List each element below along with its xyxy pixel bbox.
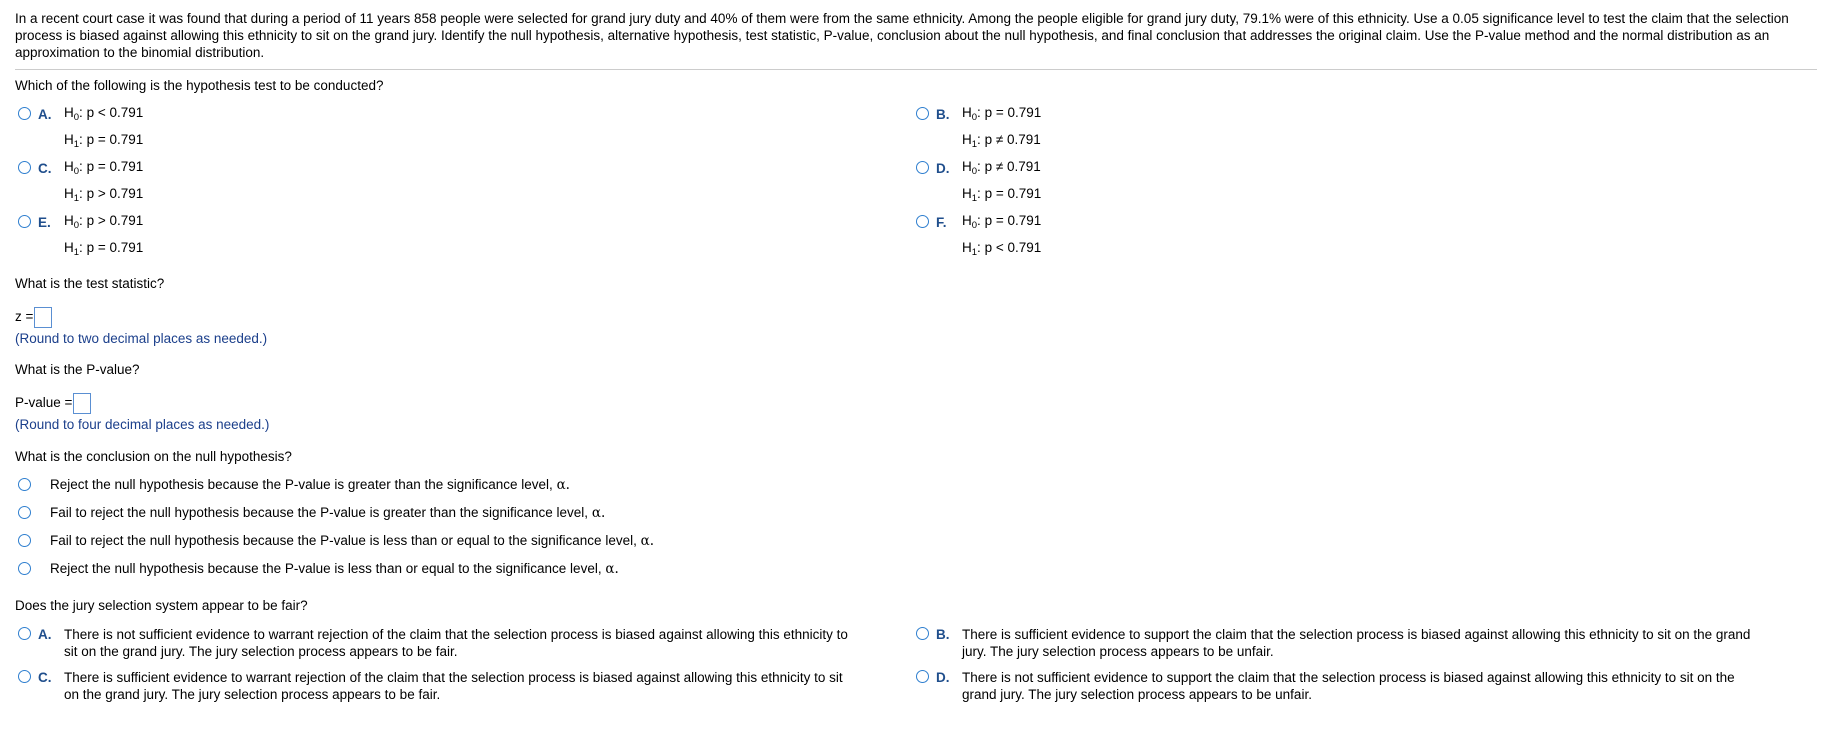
- q1-b-h1: p ≠ 0.791: [984, 132, 1041, 147]
- q2-prompt: What is the test statistic?: [15, 276, 165, 291]
- q1-option-d-hypotheses[interactable]: $H_0$: p ≠ 0.791 $H_1$: p = 0.791: [962, 159, 1042, 204]
- q1-a-h0: p < 0.791: [86, 105, 144, 120]
- q3-prompt: What is the P-value?: [15, 362, 140, 377]
- q1-a-h1: p = 0.791: [86, 132, 144, 147]
- q1-e-h1: p = 0.791: [86, 240, 144, 255]
- q1-option-e-hypotheses[interactable]: $H_0$: p > 0.791 $H_1$: p = 0.791: [64, 213, 144, 258]
- z-row: [15, 307, 52, 328]
- q5-radio-b[interactable]: [916, 627, 929, 640]
- pvalue-answer-input[interactable]: [73, 393, 91, 414]
- q1-radio-f[interactable]: [916, 215, 929, 228]
- q1-c-h0: p = 0.791: [86, 159, 144, 174]
- q4-option-3[interactable]: Fail to reject the null hypothesis because the P-value is less than or equal to the significance level, α.: [50, 533, 655, 549]
- q5-radio-a[interactable]: [18, 627, 31, 640]
- q4-prompt: What is the conclusion on the null hypothesis?: [15, 449, 292, 464]
- q5-letter-a: A.: [38, 627, 52, 642]
- q1-option-f-hypotheses[interactable]: $H_0$: p = 0.791 $H_1$: p < 0.791: [962, 213, 1042, 258]
- q5-radio-c[interactable]: [18, 670, 31, 683]
- q4-radio-1[interactable]: [18, 478, 31, 491]
- z-answer-input[interactable]: [34, 307, 52, 328]
- pvalue-hint: (Round to four decimal places as needed.): [15, 417, 270, 432]
- q1-f-h1: p < 0.791: [984, 240, 1042, 255]
- q1-letter-f: F.: [936, 215, 947, 230]
- divider: [15, 69, 1817, 70]
- q1-e-h0: p > 0.791: [86, 213, 144, 228]
- q1-option-b-hypotheses[interactable]: $H_0$: p = 0.791 $H_1$: p ≠ 0.791: [962, 105, 1042, 150]
- q5-letter-c: C.: [38, 670, 52, 685]
- q5-option-c-text[interactable]: There is sufficient evidence to warrant rejection of the claim that the selection process is biased against allowing this ethnicity to sit on the grand jury. The jury selection process appears to be fair.: [64, 670, 843, 702]
- q1-prompt: Which of the following is the hypothesis test to be conducted?: [15, 78, 384, 93]
- q5-option-a-text[interactable]: There is not sufficient evidence to warrant rejection of the claim that the selection process is biased against allowing this ethnicity to sit on the grand jury. The jury selection process appears to be fair.: [64, 627, 848, 659]
- q5-radio-d[interactable]: [916, 670, 929, 683]
- q4-option-1[interactable]: Reject the null hypothesis because the P-value is greater than the significance level, α.: [50, 477, 570, 493]
- q1-radio-b[interactable]: [916, 107, 929, 120]
- q5-option-d-text[interactable]: There is not sufficient evidence to support the claim that the selection process is biased against allowing this ethnicity to sit on the grand jury. The jury selection process appears to be unfair.: [962, 670, 1735, 702]
- problem-statement: In a recent court case it was found that during a period of 11 years 858 people were selected for grand jury duty and 40% of them were from the same ethnicity. Among the people eligible for grand jury duty, 79.1% were of this ethnicity. Use a 0.05 significance level to test the claim that the selection process is biased against allowing this ethnicity to sit on the grand jury. Identify the null hypothesis, alternative hypothesis, test statistic, P-value, conclusion about the null hypothesis, and final conclusion that addresses the original claim. Use the P-value method and the normal distribution as an approximation to the binomial distribution.: [15, 11, 1789, 60]
- z-hint: (Round to two decimal places as needed.): [15, 331, 268, 346]
- q1-option-c-hypotheses[interactable]: $H_0$: p = 0.791 $H_1$: p > 0.791: [64, 159, 144, 204]
- q1-letter-e: E.: [38, 215, 51, 230]
- q1-d-h0: p ≠ 0.791: [984, 159, 1041, 174]
- q4-radio-2[interactable]: [18, 506, 31, 519]
- pvalue-label: P-value =: [15, 395, 73, 411]
- q1-radio-c[interactable]: [18, 161, 31, 174]
- q4-option-2[interactable]: Fail to reject the null hypothesis because the P-value is greater than the significance level, α.: [50, 505, 606, 521]
- q1-letter-d: D.: [936, 161, 950, 176]
- z-label: z =: [15, 309, 34, 325]
- q4-radio-4[interactable]: [18, 562, 31, 575]
- q5-option-b-text[interactable]: There is sufficient evidence to support the claim that the selection process is biased against allowing this ethnicity to sit on the grand jury. The jury selection process appears to be unfair.: [962, 627, 1751, 659]
- q1-c-h1: p > 0.791: [86, 186, 144, 201]
- q1-option-a-hypotheses[interactable]: $H_0$: p < 0.791 $H_1$: p = 0.791: [64, 105, 144, 150]
- q1-radio-d[interactable]: [916, 161, 929, 174]
- pvalue-row: [15, 393, 91, 414]
- q1-radio-e[interactable]: [18, 215, 31, 228]
- q1-radio-a[interactable]: [18, 107, 31, 120]
- q1-letter-a: A.: [38, 107, 52, 122]
- q1-d-h1: p = 0.791: [984, 186, 1042, 201]
- q5-prompt: Does the jury selection system appear to be fair?: [15, 598, 308, 613]
- q1-b-h0: p = 0.791: [984, 105, 1042, 120]
- q1-letter-c: C.: [38, 161, 52, 176]
- q1-f-h0: p = 0.791: [984, 213, 1042, 228]
- q5-letter-b: B.: [936, 627, 950, 642]
- q5-letter-d: D.: [936, 670, 950, 685]
- q1-letter-b: B.: [936, 107, 950, 122]
- q4-option-4[interactable]: Reject the null hypothesis because the P-value is less than or equal to the significance level, α.: [50, 561, 619, 577]
- q4-radio-3[interactable]: [18, 534, 31, 547]
